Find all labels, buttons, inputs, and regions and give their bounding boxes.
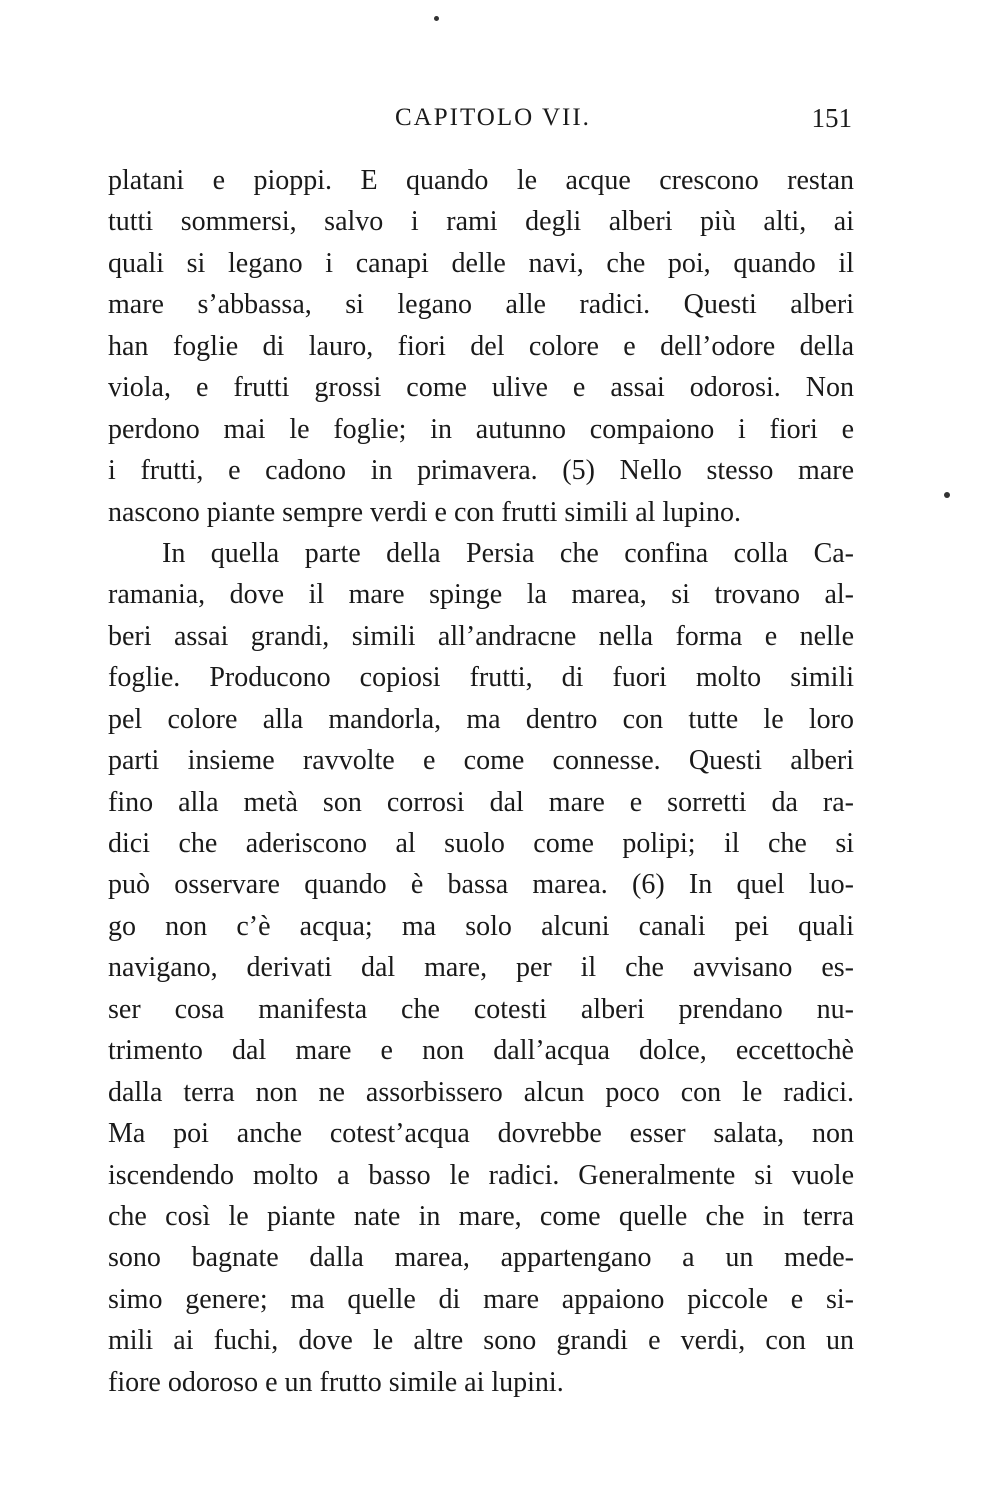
text-line: ser cosa manifesta che cotesti alberi prendano nu- [108,993,854,1025]
text-line: fino alla metà son corrosi dal mare e sorretti da ra- [108,786,854,818]
ink-speck [944,492,950,498]
text-line: fiore odoroso e un frutto simile ai lupini. [108,1366,564,1398]
page-number: 151 [811,103,852,133]
text-line: i frutti, e cadono in primavera. (5) Nello stesso mare [108,455,854,487]
text-line: dici che aderiscono al suolo come polipi; il che si [108,828,854,859]
text-line: parti insieme ravvolte e come connesse. Questi alberi [108,745,854,777]
ink-speck [434,16,439,21]
text-line: perdono mai le foglie; in autunno compaiono i fiori e [108,413,854,445]
chapter-title: CAPITOLO VII. [395,104,591,131]
text-line: simo genere; ma quelle di mare appaiono piccole e si- [108,1283,854,1315]
text-line: nascono piante sempre verdi e con frutti simili al lupino. [108,496,741,528]
text-line: ramania, dove il mare spinge la marea, si trovano al- [108,579,854,611]
text-line: pel colore alla mandorla, ma dentro con tutte le loro [108,703,854,735]
text-line: può osservare quando è bassa marea. (6) In quel luo- [108,869,854,901]
text-line: trimento dal mare e non dall’acqua dolce, eccettochè [108,1035,854,1067]
text-line: foglie. Producono copiosi frutti, di fuori molto simili [108,662,854,694]
text-line: quali si legano i canapi delle navi, che poi, quando il [108,247,854,279]
text-line: iscendendo molto a basso le radici. Generalmente si vuole [108,1159,854,1191]
text-line: sono bagnate dalla marea, appartengano a un mede- [108,1242,854,1274]
text-line: mili ai fuchi, dove le altre sono grandi e verdi, con un [108,1325,854,1357]
text-line: Ma poi anche cotest’acqua dovrebbe esser salata, non [108,1118,854,1150]
text-line: viola, e frutti grossi come ulive e assai odorosi. Non [108,372,854,404]
text-line: beri assai grandi, simili all’andracne nella forma e nelle [108,620,854,652]
text-line: tutti sommersi, salvo i rami degli alberi più alti, ai [108,206,854,238]
running-head [108,100,854,136]
text-line: dalla terra non ne assorbissero alcun poco con le radici. [108,1076,854,1108]
text-line: In quella parte della Persia che confina colla Ca- [162,537,854,569]
text-line: han foglie di lauro, fiori del colore e dell’odore della [108,330,854,362]
text-line: platani e pioppi. E quando le acque crescono restan [108,165,854,196]
text-line: navigano, derivati dal mare, per il che avvisano es- [108,952,854,984]
text-line: mare s’abbassa, si legano alle radici. Questi alberi [108,289,854,321]
text-line: che così le piante nate in mare, come quelle che in terra [108,1200,854,1232]
body-text [108,160,854,1403]
text-line: go non c’è acqua; ma solo alcuni canali pei quali [108,910,854,942]
